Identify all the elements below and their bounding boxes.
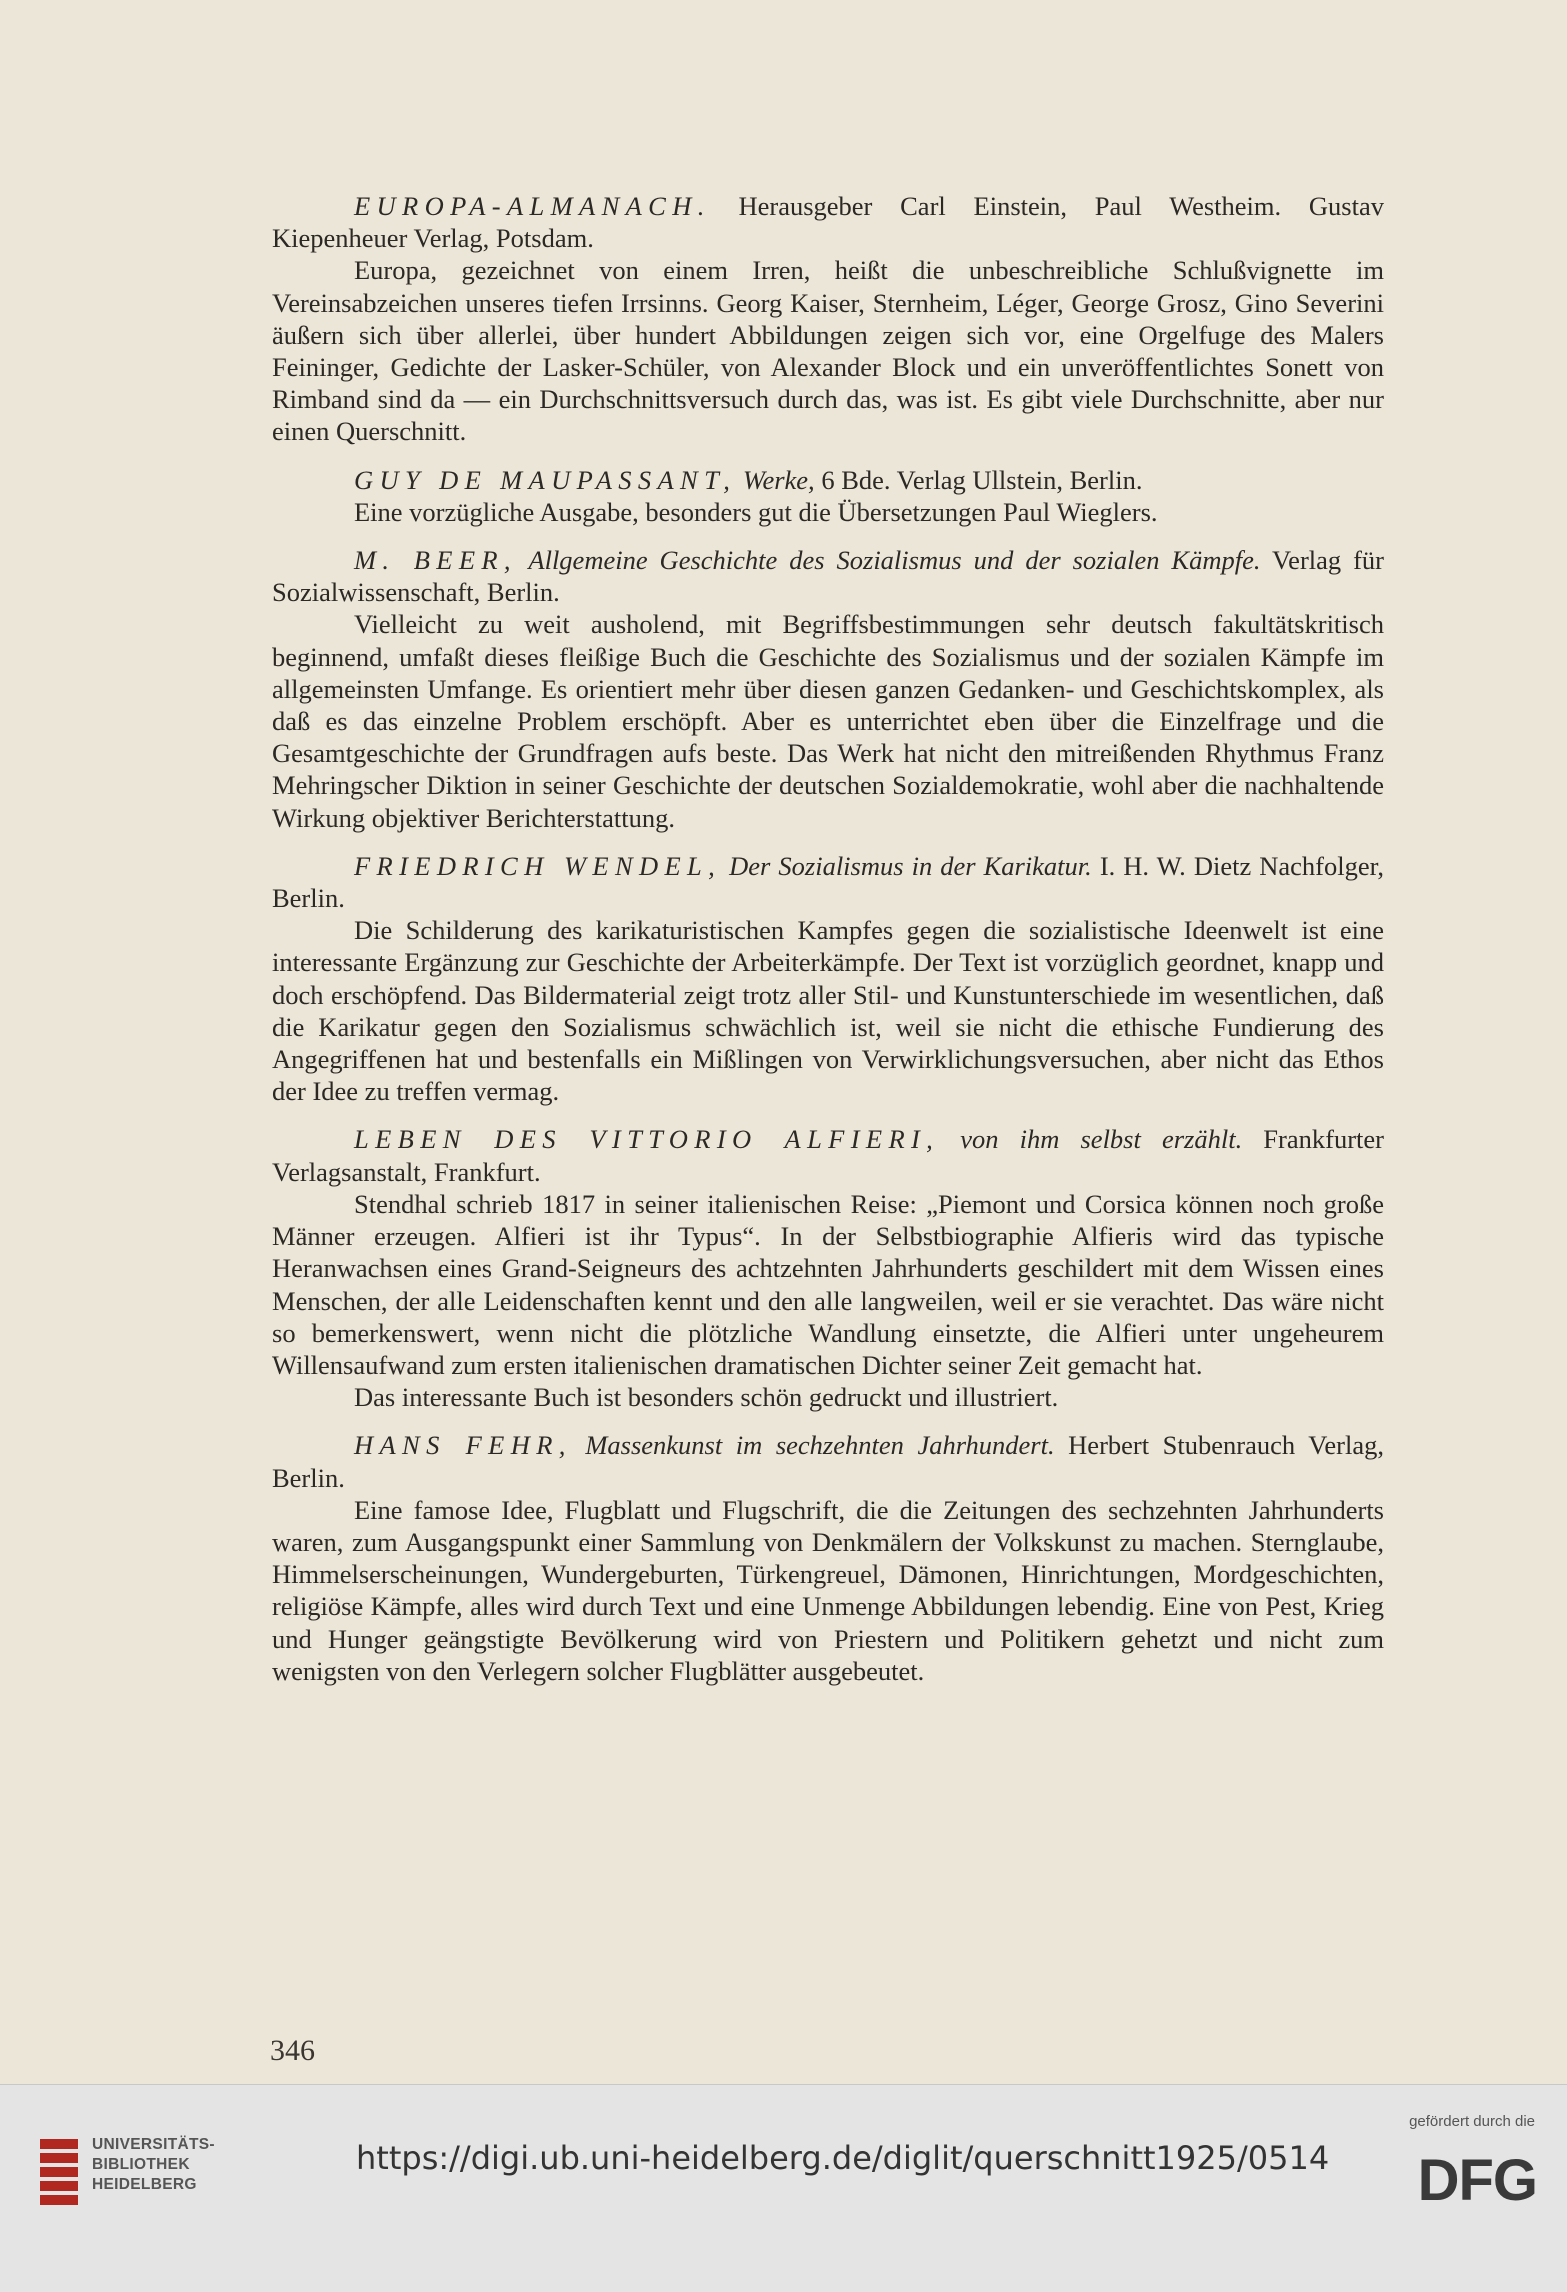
entry-work-title: Allgemeine Geschichte des Sozialismus und der sozialen Kämpfe. [516,545,1261,576]
library-name [92,2135,215,2195]
entry-publisher: Herbert Stubenrauch Verlag, Berlin. [272,1430,1384,1493]
dfg-logo: DFG [1417,2148,1537,2213]
entry-heading [272,464,1384,496]
review-column [272,190,1384,1703]
sponsor-label: gefördert durch die [1409,2113,1535,2130]
review-entry [272,544,1384,834]
entry-author: EUROPA-ALMANACH. [354,191,711,221]
entry-author: M. BEER, [354,545,517,576]
review-entry [272,464,1384,528]
entry-publisher: Herausgeber Carl Einstein, Paul Westheim. Gustav Kiepenheuer Verlag, Potsdam. [272,191,1384,254]
entry-heading [272,544,1384,608]
entry-publisher: Frankfurter Verlagsanstalt, Frankfurt. [272,1124,1384,1187]
entry-paragraph: Das interessante Buch ist besonders schön gedruckt und illustriert. [354,1382,1059,1413]
library-name-line: BIBLIOTHEK [92,2156,190,2173]
entry-paragraph: Europa, gezeichnet von einem Irren, heißt die unbeschreibliche Schlußvignette im Vereinsabzeichen unseres tiefen Irrsinns. Georg Kaiser, Sternheim, Léger, George Grosz, Gino Severini äußern sich über allerlei, über hundert Abbildungen zeigen sich vor, eine Orgelfuge des Malers Feininger, Gedichte der Lasker-Schüler, von Alexander Block und ein unveröffentlichtes Sonett von Rimband sind da — ein Durchschnittsversuch durch das, was ist. Es gibt viele Durchschnitte, aber nur einen Querschnitt. [272,255,1384,447]
entry-publisher: I. H. W. Dietz Nachfolger, Berlin. [272,850,1384,914]
entry-author: HANS FEHR, [354,1430,572,1461]
entry-author: GUY DE MAUPASSANT, [354,464,737,495]
entry-paragraph: Eine famose Idee, Flugblatt und Flugschrift, die die Zeitungen des sechzehnten Jahrhunderts waren, zum Ausgangspunkt einer Sammlung von Denkmälern der Volkskunst zu machen. Sternglaube, Himmelserscheinungen, Wundergeburten, Türkengreuel, Dämonen, Hinrichtungen, Mordgeschichten, religiöse Kämpfe, alles wird durch Text und eine Unmenge Abbildungen lebendig. Eine von Pest, Krieg und Hunger geängstigte Bevölkerung wird von Priestern und Politikern gehetzt und nicht zum wenigsten von den Verlegern solcher Flugblätter ausgebeutet. [272,1494,1384,1686]
viewer-footer [0,2084,1567,2292]
entry-heading [272,1429,1384,1493]
entry-heading [272,190,1384,254]
library-name-line: UNIVERSITÄTS- [92,2136,215,2153]
entry-author: LEBEN DES VITTORIO ALFIERI, [354,1124,940,1155]
entry-author: FRIEDRICH WENDEL, [354,850,722,881]
entry-publisher: Verlag für Sozialwissenschaft, Berlin. [272,545,1384,608]
entry-work-title: von ihm selbst erzählt. [939,1124,1243,1155]
entry-publisher: 6 Bde. Verlag Ullstein, Berlin. [814,464,1143,495]
entry-work-title: Werke, [736,464,815,495]
library-name-line: HEIDELBERG [92,2176,197,2193]
entry-paragraph: Eine vorzügliche Ausgabe, besonders gut die Übersetzungen Paul Wieglers. [354,496,1158,527]
entry-work-title: Der Sozialismus in der Karikatur. [721,850,1092,881]
review-entry [272,1123,1384,1413]
entry-work-title: Massenkunst im sechzehnten Jahrhundert. [571,1430,1055,1461]
entry-paragraph: Vielleicht zu weit ausholend, mit Begriffsbestimmungen sehr deutsch fakultätskritisch beginnend, umfaßt dieses fleißige Buch die Geschichte des Sozialismus und der sozialen Kämpfe im allgemeinsten Umfange. Es orientiert mehr über diesen ganzen Gedanken- und Geschichtskomplex, als daß es das einzelne Problem erschöpft. Aber es unterrichtet eben über die Einzelfrage und die Gesamtgeschichte der Grundfragen aufs beste. Das Werk hat nicht den mitreißenden Rhythmus Franz Mehringscher Diktion in seiner Geschichte der deutschen Sozialdemokratie, wohl aber die nachhaltende Wirkung objektiver Berichterstattung. [272,609,1384,833]
review-entry [272,850,1384,1108]
entry-paragraph: Die Schilderung des karikaturistischen Kampfes gegen die sozialistische Ideenwelt ist eine interessante Ergänzung zur Geschichte der Arbeiterkämpfe. Der Text ist vorzüglich geordnet, knapp und doch erschöpfend. Das Bildermaterial zeigt trotz aller Stil- und Kunstunterschiede im wesentlichen, daß die Karikatur gegen den Sozialismus schwächlich ist, weil sie nicht die ethische Fundierung des Angegriffenen hat und bestenfalls ein Mißlingen von Verwirklichungsversuchen, aber nicht das Ethos der Idee zu treffen vermag. [272,915,1384,1107]
entry-paragraph: Stendhal schrieb 1817 in seiner italienischen Reise: „Piemont und Corsica können noch große Männer erzeugen. Alfieri ist ihr Typus“. In der Selbstbiographie Alfieris wird das typische Heranwachsen eines Grand-Seigneurs des achtzehnten Jahrhunderts geschildert mit dem Wissen eines Menschen, der alle Leidenschaften kennt und den alle langweilen, weil er sie verachtet. Das wäre nicht so bemerkenswert, wenn nicht die plötzliche Wandlung einsetzte, die Alfieri unter ungeheurem Willensaufwand zum ersten italienischen dramatischen Dichter seiner Zeit gemacht hat. [272,1188,1384,1380]
review-entry [272,1429,1384,1687]
page-number: 346 [270,2034,315,2067]
university-seal-icon [38,2137,80,2209]
entry-heading [272,1123,1384,1187]
entry-heading [272,850,1384,914]
review-entry [272,190,1384,448]
permalink-url[interactable]: https://digi.ub.uni-heidelberg.de/diglit/querschnitt1925/0514 [356,2139,1330,2177]
